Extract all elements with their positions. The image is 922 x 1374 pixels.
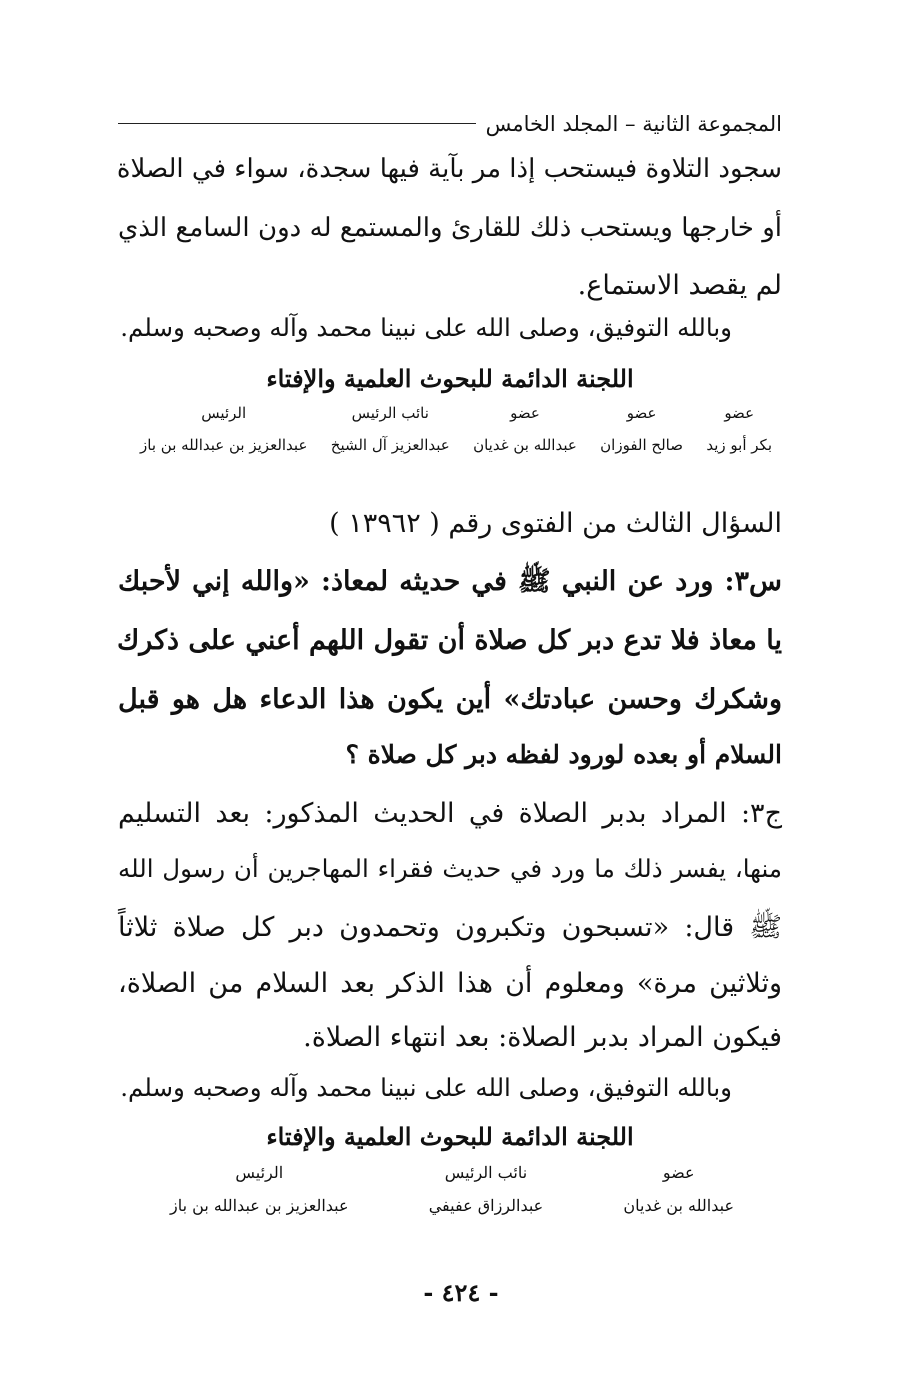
signatory-role: عضو: [510, 404, 540, 422]
question-line: السلام أو بعده لورود لفظه دبر كل صلاة ؟: [345, 740, 782, 769]
answer-line: ﷺ قال: «تسبحون وتكبرون وتحمدون دبر كل صلاة ثلاثاً: [118, 912, 782, 943]
committee-title: اللجنة الدائمة للبحوث العلمية والإفتاء: [266, 364, 634, 393]
closing-formula: وبالله التوفيق، وصلى الله على نبينا محمد وآله وصحبه وسلم.: [120, 313, 732, 342]
fatwa-heading: السؤال الثالث من الفتوى رقم ( ١٣٩٦٢ ): [329, 508, 782, 539]
body-line: أو خارجها ويستحب ذلك للقارئ والمستمع له دون السامع الذي: [118, 213, 782, 243]
signatory-name: عبدالرزاق عفيفي: [428, 1196, 544, 1215]
signatory: [473, 404, 577, 454]
signatory: [623, 1163, 734, 1215]
header-title: المجموعة الثانية – المجلد الخامس: [485, 112, 782, 136]
signatories-row: [140, 404, 772, 454]
committee-title: اللجنة الدائمة للبحوث العلمية والإفتاء: [266, 1122, 634, 1151]
body-line: سجود التلاوة فيستحب إذا مر بآية فيها سجدة، سواء في الصلاة: [116, 154, 782, 184]
signatories-row: [170, 1163, 734, 1215]
signatory-name: عبدالله بن غديان: [473, 436, 577, 454]
signatory: [170, 1163, 349, 1215]
question-line: وشكرك وحسن عبادتك» أين يكون هذا الدعاء هل هو قبل: [118, 684, 782, 715]
page-number: - ٤٢٤ -: [423, 1278, 499, 1307]
signatory-role: نائب الرئيس: [351, 404, 429, 422]
running-header: [118, 96, 782, 136]
question-line: يا معاذ فلا تدع دبر كل صلاة أن تقول اللهم أعني على ذكرك: [116, 625, 782, 656]
signatory-role: عضو: [724, 404, 755, 422]
header-rule: [118, 123, 476, 124]
closing-formula: وبالله التوفيق، وصلى الله على نبينا محمد وآله وصحبه وسلم.: [120, 1073, 732, 1102]
signatory-name: عبدالله بن غديان: [623, 1196, 734, 1215]
signatory-role: نائب الرئيس: [444, 1163, 528, 1182]
signatory: [140, 404, 307, 454]
signatory-role: عضو: [662, 1163, 695, 1182]
answer-line: منها، يفسر ذلك ما ورد في حديث فقراء المهاجرين أن رسول الله: [118, 854, 782, 883]
signatory-name: بكر أبو زيد: [706, 436, 772, 454]
signatory-role: الرئيس: [201, 404, 247, 422]
signatory-name: عبدالعزيز بن عبدالله بن باز: [170, 1196, 349, 1215]
answer-line: فيكون المراد بدبر الصلاة: بعد انتهاء الصلاة.: [303, 1022, 782, 1053]
signatory: [429, 1163, 544, 1215]
signatory-role: الرئيس: [235, 1163, 284, 1182]
signatory: [331, 404, 450, 454]
signatory: [600, 404, 683, 454]
signatory-name: عبدالعزيز بن عبدالله بن باز: [140, 436, 308, 454]
signatory: [706, 404, 772, 454]
question-line: س٣: ورد عن النبي ﷺ في حديثه لمعاذ: «والله إني لأحبك: [118, 566, 782, 597]
answer-line: وثلاثين مرة» ومعلوم أن هذا الذكر بعد السلام من الصلاة،: [118, 968, 782, 999]
signatory-name: عبدالعزيز آل الشيخ: [330, 436, 450, 454]
signatory-name: صالح الفوزان: [600, 436, 683, 454]
answer-line: ج٣: المراد بدبر الصلاة في الحديث المذكور: بعد التسليم: [118, 798, 782, 829]
body-line: لم يقصد الاستماع.: [577, 270, 782, 301]
signatory-role: عضو: [626, 404, 657, 422]
